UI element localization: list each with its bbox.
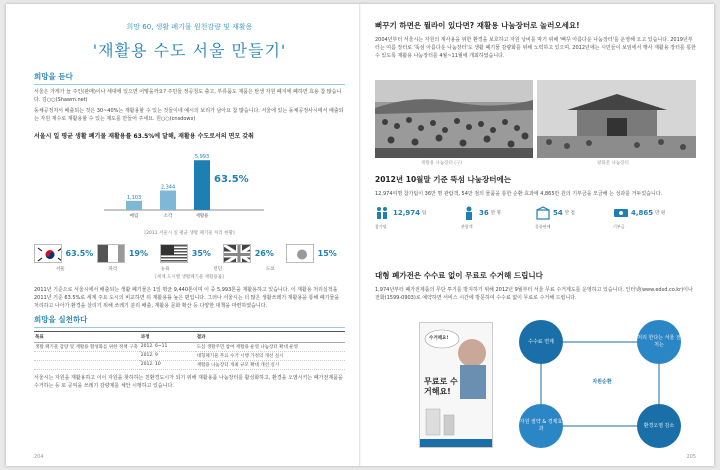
table-row: [34, 352, 345, 361]
stat-unit: 만 명: [490, 211, 501, 216]
chart-caption: [2011 서울시 일 평균 생활 폐기물 처리 현황]: [144, 231, 235, 236]
bar-매립: [126, 201, 142, 210]
table-header-row: [34, 332, 345, 343]
cycle-node-right: 처리 한다는 서울 전처는: [637, 320, 681, 364]
table-row: [34, 361, 345, 370]
korea-flag-icon: [34, 244, 62, 263]
cycle-center-label: 자원순환: [592, 379, 612, 385]
stat-unit: 만 점: [564, 211, 575, 216]
stat-unit: 만 원: [655, 211, 666, 216]
table-header: 과정: [140, 332, 196, 343]
table-cell: 생활 폐기물 감량 및 재활용 활성화를 위한 정책 구축: [34, 343, 140, 352]
table-cell: 2012. 6~11: [140, 343, 196, 352]
city-name: 파리: [108, 267, 118, 272]
bar-value-label: 5,993: [194, 154, 210, 161]
cycle-node-left: 환경오염 감소: [637, 404, 681, 448]
city-flags-row: [34, 242, 345, 264]
page-title: '재활용 수도 서울 만들기': [92, 41, 287, 60]
stats-heading: 2012년 10월말 기준 뚝섬 나눔장터에는: [375, 175, 511, 184]
waste-bar-chart: [34, 144, 345, 234]
waste-bar-chart-svg: [34, 144, 345, 228]
section-heading-practice: 희망을 실천하다: [34, 314, 345, 328]
japan-flag-icon: [286, 244, 314, 263]
table-cell: [34, 361, 140, 370]
stat-label: 참가팀: [375, 224, 387, 229]
crowd-photo-image: [375, 80, 533, 158]
bar-value-label: 2,344: [160, 184, 176, 191]
bulky-heading: 대형 폐가전은 수수료 없이 무료로 수거해 드립니다: [375, 271, 543, 280]
stat-number: 4,865: [631, 209, 654, 217]
bulky-section: [375, 266, 696, 302]
table-cell: 도심 생활주민 참여 재활용 운영 나눔장터 확대 운영: [196, 343, 345, 352]
city-name: 도쿄: [265, 267, 275, 272]
market-heading: 뻐꾸기 하면은 뭘라이 있다면? 재활용 나눔장터로 놀러오세요!: [375, 21, 580, 30]
page-number-right: 205: [686, 454, 696, 460]
city-name: 서울: [55, 267, 65, 272]
poster-bubble: 수거해요!: [429, 336, 449, 341]
recycling-cycle-diagram: [509, 320, 699, 450]
section-heading-listen: 희망을 듣다: [34, 71, 345, 85]
bar-재활용: [194, 160, 210, 210]
stats-row: [375, 202, 696, 230]
stat-label: 기부금: [613, 224, 625, 229]
usa-flag-icon: [160, 244, 188, 263]
newyork-rate: 35%: [191, 248, 211, 258]
table-cell: 2012. 10: [140, 361, 196, 370]
implementation-table: [34, 331, 345, 370]
bar-category-label: 소각: [163, 214, 173, 219]
bar-소각: [160, 191, 176, 210]
market-intro: 2004년부터 서울시는 자원의 재사용을 위한 환경을 보호하고 자원 낭비를 막기 위해 '뻐꾸 아름다운 나눔장터'를 운영해 오고 있습니다. 2019년부터는 여름 장터로 '뚝섬 아름다운 나눔장터'도 생활 폐기물 감량화를 위해 노력하고 있으며, 2012년에는 시민들이 보임에서 행사 재활용 장터를 통한 수 있도록 재활용 나눔장터를 4월~11월에 개최하였습니다.: [375, 37, 696, 59]
stat-teams: [375, 206, 426, 220]
city-names: [34, 266, 345, 272]
citizen-quote-2: 동체공정처서 배출되는 것은 30~40%는 재활용할 수 있는 것들이네 예시의 보리가 남아요 참 많습니다. 서울에 있는 동체공정사시에서 배출되는 자원 재수로 재활용할 수 있는 제도를 만들어 주세요. 원○○(cnsdowx): [34, 108, 344, 122]
right-page: [361, 4, 714, 466]
stats-text: 12,974여명 참가팀이 36만 명 관람객, 54만 점의 물품을 통한 순환 효과에 4,865만 원의 기부금을 모금해 는 성과를 거두었습니다.: [375, 191, 663, 197]
table-cell: 2012. 9: [140, 352, 196, 361]
table-cell: 재활용 나눔장터 개최 규모 확대 개선 실시: [196, 361, 345, 370]
table-header: 결과: [196, 332, 345, 343]
summary-paragraph: 2011년 기준으로 서울시에서 배출되는 생활 폐기물은 1일 평균 9,440톤이며 이 중 5,993톤을 재활용하고 있습니다. 이 재활용 처리실적을 2011년 기준 63.5%로 세계 주요 도시의 비교하면 뒤 재활용률 높은 편입니다. 그러나 서울시는 더 많은 생활쓰레기 재활용을 통해 폐기물을 처리하고 나아가 환경을 살리기 위해 쓰레기 분리 배출, 재활용 문화 확산 등 다양한 대책을 마련하였습니다.: [34, 287, 340, 309]
stat-goods: [535, 206, 575, 220]
tokyo-rate: 15%: [317, 248, 337, 258]
person-icon: [461, 206, 477, 220]
campaign-poster: [419, 322, 493, 448]
citizen-quote-1: 서울은 가게가 늘 주인(판매)이나 세대에 있으면 어떻을까요? 주민들 정공청도 출고, 부류품도 재품은 탄생 자원 폐지에 폐하면 효용 참 많습니다. 김○○(Shawm.net): [34, 89, 342, 103]
bar-category-label: 재활용: [195, 214, 209, 219]
gate-photo-image: [537, 80, 696, 158]
money-icon: [613, 206, 629, 220]
bar-category-label: 매립: [129, 214, 139, 219]
stat-number: 54: [553, 209, 563, 217]
seoul-rate: 63.5%: [65, 248, 94, 258]
people-icon: [375, 206, 391, 220]
closing-paragraph: 서울시는 자원을 재활용하고 이이 자원을 찾하하는 친환경도시가 되기 위해 재활용품 나눔장터를 활성화하고, 환경을 오염시키는 폐가전제품을 수거하는 등 또 공익을 쓰레기 감량제를 체안 시행하고 있습니다.: [34, 375, 343, 389]
recycling-rate-highlight: 63.5%: [214, 174, 249, 185]
stat-label: 관람객: [461, 224, 473, 229]
london-rate: 26%: [254, 248, 274, 258]
left-page: [6, 4, 359, 466]
table-header: 목표: [34, 332, 140, 343]
table-cell: [34, 352, 140, 361]
stat-number: 36: [479, 209, 489, 217]
market-photo-crowd: [375, 80, 533, 158]
market-photo-gate: [537, 80, 696, 158]
stat-donation: [613, 206, 665, 220]
stat-unit: 팀: [422, 211, 427, 216]
france-flag-icon: [97, 244, 125, 263]
table-cell: 대형폐기물 무료 수거 시행 가정의 개선 실시: [196, 352, 345, 361]
book-spread: [6, 4, 714, 466]
city-name: 뉴욕: [160, 267, 170, 272]
uk-flag-icon: [223, 244, 251, 263]
page-number-left: 204: [34, 454, 44, 460]
table-row: [34, 343, 345, 352]
section-kicker: 희망 60, 생활 폐기물 원천감량 및 재활용: [126, 23, 253, 31]
cycle-node-bottom: 자원 절약 & 경제효과: [519, 404, 563, 448]
paris-rate: 19%: [128, 248, 149, 258]
cycle-node-top: 수수료 면제: [519, 320, 563, 364]
stat-number: 12,974: [393, 209, 421, 217]
bulky-text: 1,974년부터 폐가전제품의 무단 투기를 방지하기 위해 2012년 9월부터 서울 무료 수거제도를 운영하고 있습니다. 인터넷(www.edsd.co.kr)이나 전화(1599-0903)로 예약하면 서비스 시간에 방문하여 수수료 없이 무료로 수거해 드립니다.: [375, 287, 693, 301]
stat-visitors: [461, 206, 501, 220]
stats-section: [375, 170, 696, 230]
photo-caption-1: 재활용 나눔장터 (구): [421, 161, 463, 166]
chart-title: 서울시 일 평균 생활 폐기물 재활용률 63.5%에 달해, 재활용 수도로서의 면모 갖춰: [34, 133, 254, 140]
bar-value-label: 1,103: [126, 194, 142, 201]
poster-title: 무료로 수거해요!: [424, 377, 458, 396]
box-icon: [535, 206, 551, 220]
stat-label: 물품판매: [535, 224, 551, 229]
photo-caption-2: 광화문 나눔장터: [597, 161, 629, 166]
flags-caption: [세계 도시별 생활폐기물 재활용률]: [155, 275, 224, 280]
city-name: 런던: [213, 267, 223, 272]
